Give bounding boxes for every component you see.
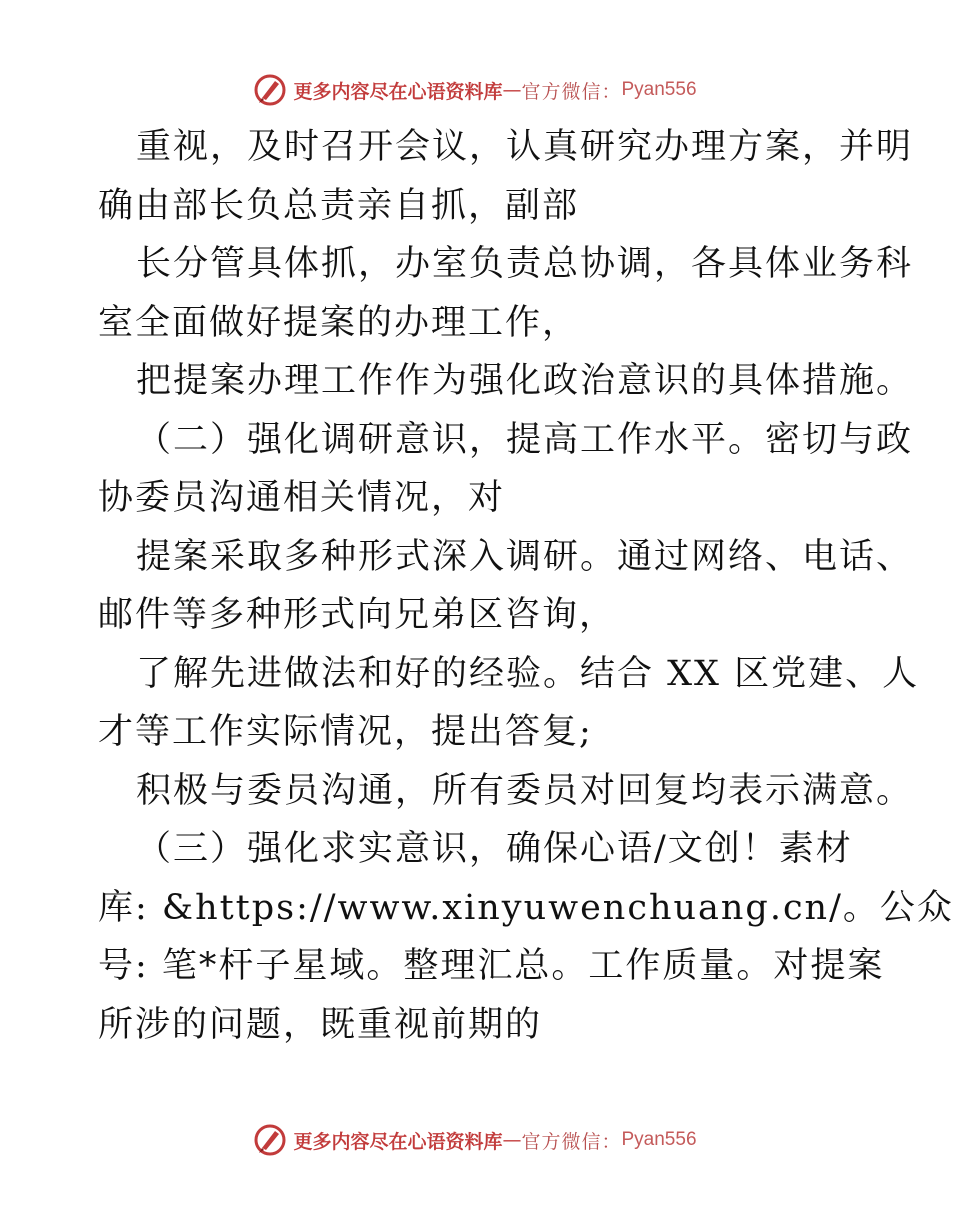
- banner-dash: —: [502, 1129, 522, 1151]
- body-line: 把提案办理工作作为强化政治意识的具体措施。: [136, 361, 914, 401]
- body-line: 长分管具体抓，办室负责总协调，各具体业务科: [136, 244, 914, 284]
- footer-banner: [0, 1120, 950, 1160]
- body-line: 积极与委员沟通，所有委员对回复均表示满意。: [136, 770, 914, 811]
- banner-wechat-label: 官方微信：: [521, 80, 622, 103]
- body-line: 邮件等多种形式向兄弟区咨询，: [98, 595, 617, 635]
- banner-brand: 更多内容尽在心语资料库: [293, 1130, 503, 1153]
- quill-logo-icon: [253, 73, 287, 107]
- header-banner: [0, 70, 950, 110]
- body-line: 号: 笔*杆子星域。整理汇总。工作质量。对提案: [98, 946, 885, 986]
- body-line: 了解先进做法和好的经验。结合 XX 区党建、人: [136, 653, 920, 694]
- body-line: 室全面做好提案的办理工作，: [98, 302, 580, 343]
- banner-dash: —: [502, 79, 522, 101]
- body-line: 协委员沟通相关情况，对: [98, 478, 506, 518]
- banner-brand: 更多内容尽在心语资料库: [293, 80, 503, 103]
- body-line: 重视，及时召开会议，认真研究办理方案，并明: [136, 127, 914, 167]
- body-line: 确由部长负总责亲自抓，副部: [98, 185, 580, 226]
- body-line: 才等工作实际情况，提出答复;: [98, 712, 593, 752]
- body-line: （二）强化调研意识，提高工作水平。密切与政: [136, 419, 914, 460]
- body-line: 所涉的问题，既重视前期的: [98, 1004, 543, 1045]
- banner-wechat-id: Pyan556: [621, 1129, 697, 1150]
- body-line: 提案采取多种形式深入调研。通过网络、电话、: [136, 536, 914, 577]
- quill-logo-icon: [253, 1123, 287, 1157]
- body-line: 库: &https://www.xinyuwenchuang.cn/。公众: [98, 887, 954, 928]
- document-body: [98, 118, 954, 1054]
- banner-wechat-id: Pyan556: [621, 79, 697, 100]
- banner-wechat-label: 官方微信：: [521, 1130, 622, 1153]
- body-line: （三）强化求实意识，确保心语/文创！素材: [136, 829, 853, 869]
